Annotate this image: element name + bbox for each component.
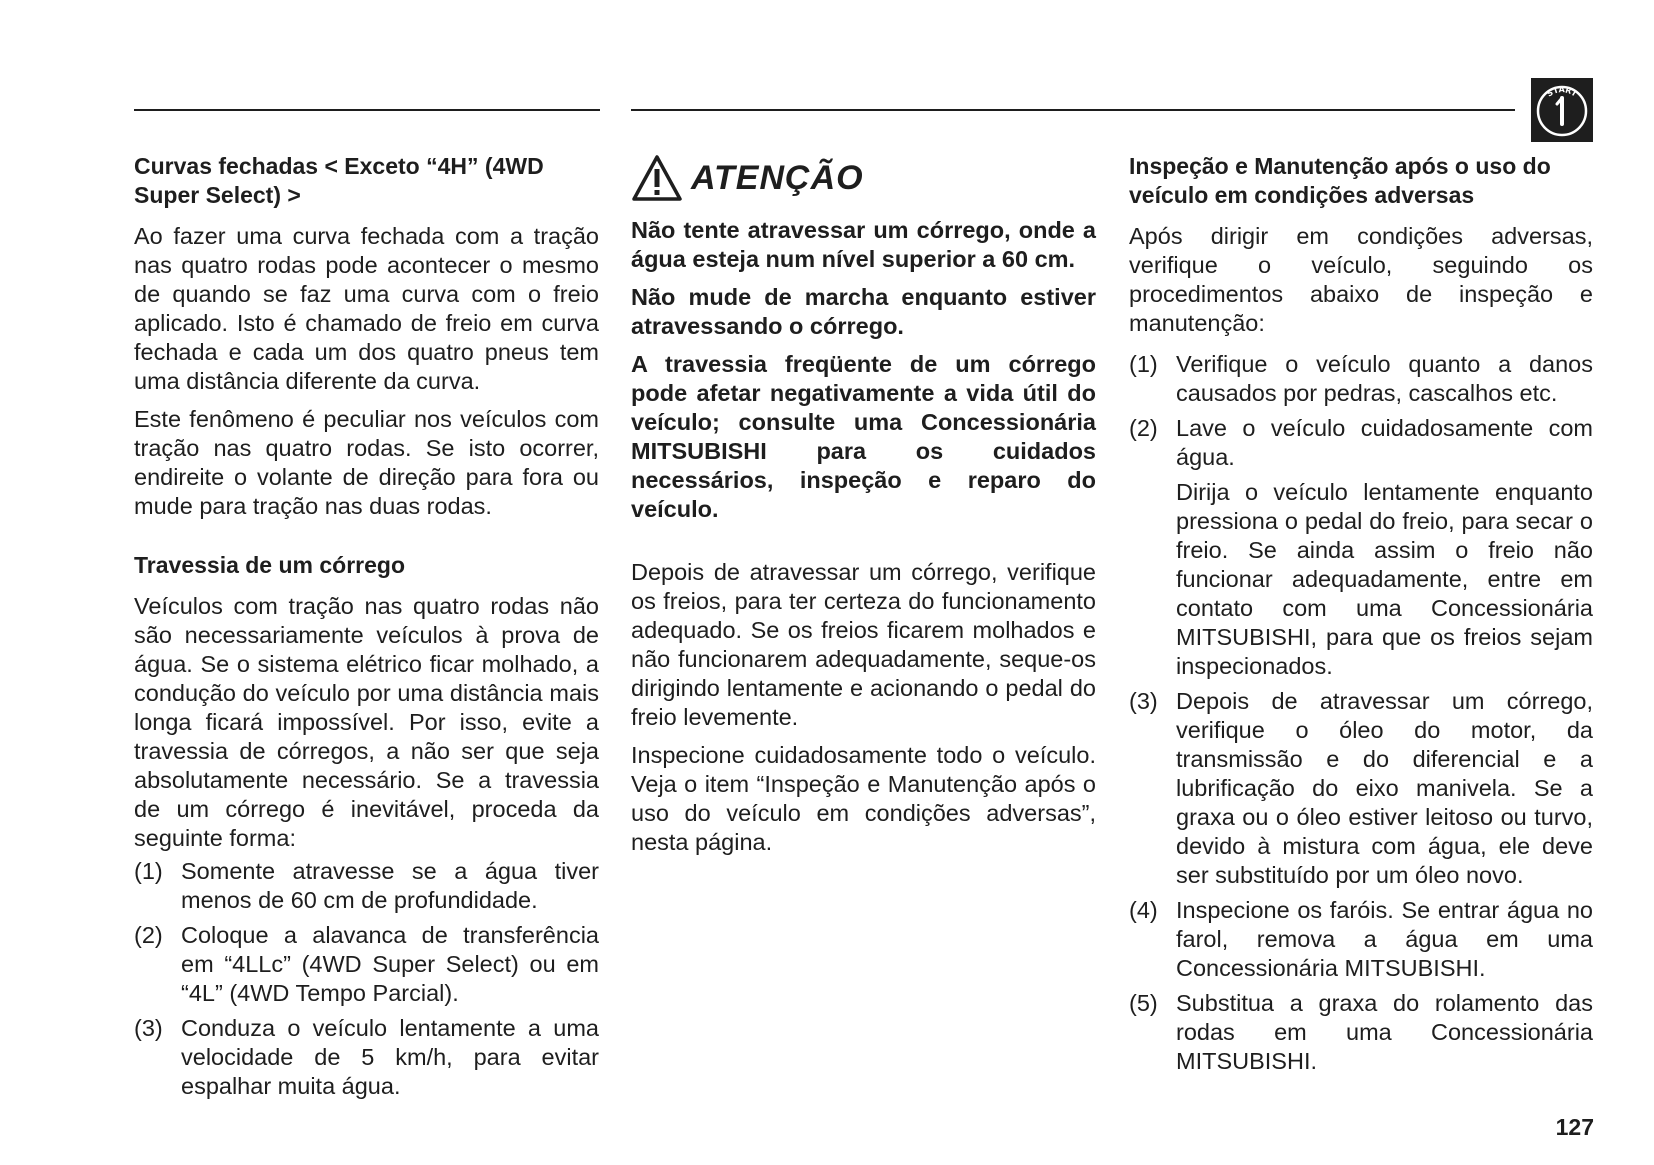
warning-paragraph: Não mude de marcha enquanto estiver atravessando o córrego.: [631, 284, 1096, 339]
section-title-inspecao: Inspeção e Manutenção após o uso do veículo em condições adversas: [1129, 153, 1551, 208]
warning-paragraph: A travessia freqüente de um córrego pode afetar negativamente a vida útil do veículo; consulte uma Concessionária MITSUBISHI para os cuidados necessários, inspeção e reparo do veículo.: [631, 351, 1096, 522]
item-text: Substitua a graxa do rolamento das rodas em uma Concessionária MITSUBISHI.: [1176, 990, 1593, 1074]
column-right: [1129, 152, 1593, 1082]
column-middle: [631, 152, 1096, 866]
item-number: (2): [1129, 415, 1158, 441]
list-item: [1129, 896, 1593, 983]
item-number: (1): [1129, 351, 1158, 377]
warning-title: ATENÇÃO: [691, 158, 864, 197]
item-body: [1176, 414, 1593, 681]
list-item: [1129, 687, 1593, 890]
item-number: (4): [1129, 897, 1158, 923]
warning-paragraph: Não tente atravessar um córrego, onde a água esteja num nível superior a 60 cm.: [631, 217, 1096, 272]
list-item: [134, 921, 599, 1008]
list-item: [1129, 989, 1593, 1076]
paragraph: Ao fazer uma curva fechada com a tração nas quatro rodas pode acontecer o mesmo de quando se faz uma curva com o freio aplicado. Isto é chamado de freio em curva fechada e cada um dos quatro pneus tem uma distância diferente da curva.: [134, 223, 599, 394]
item-text: Inspecione os faróis. Se entrar água no farol, remova a água em uma Concessionária MITSUBISHI.: [1176, 897, 1593, 981]
column-left: [134, 152, 599, 1107]
section-title-curvas: Curvas fechadas < Exceto “4H” (4WD Super Select) >: [134, 153, 544, 208]
item-number: (3): [134, 1015, 163, 1041]
list-item: [1129, 350, 1593, 408]
warning-header: [631, 154, 1096, 202]
item-text: Verifique o veículo quanto a danos causados por pedras, cascalhos etc.: [1176, 351, 1593, 406]
badge-text: START: [1545, 85, 1579, 99]
paragraph: Após dirigir em condições adversas, verifique o veículo, seguindo os procedimentos abaixo de inspeção e manutenção:: [1129, 223, 1593, 336]
paragraph: Depois de atravessar um córrego, verifique os freios, para ter certeza do funcionamento adequado. Se os freios ficarem molhados e não funcionarem adequadamente, seque-os dirigindo lentamente e acionando o pedal do freio levemente.: [631, 559, 1096, 730]
item-text: Conduza o veículo lentamente a uma velocidade de 5 km/h, para evitar espalhar muita água.: [181, 1015, 599, 1099]
item-text: Coloque a alavanca de transferência em “4LLc” (4WD Super Select) ou em “4L” (4WD Tempo Parcial).: [181, 922, 599, 1006]
item-extra-text: Dirija o veículo lentamente enquanto pressiona o pedal do freio, para secar o freio. Se ainda assim o freio não funcionar adequadamente, entre em contato com uma Concessionária MITSUBISHI, para que os freios sejam inspecionados.: [1176, 479, 1593, 679]
item-number: (3): [1129, 688, 1158, 714]
start-key-icon: [1531, 78, 1593, 142]
warning-box: [631, 154, 1096, 524]
paragraph: Veículos com tração nas quatro rodas não são necessariamente veículos à prova de água. Se o sistema elétrico ficar molhado, a condução do veículo por uma distância mais longa ficará impossível. Por isso, evite a travessia de córregos, a não ser que seja absolutamente necessário. Se a travessia de um córrego é inevitável, proceda da seguinte forma:: [134, 593, 599, 851]
paragraph: Inspecione cuidadosamente todo o veículo. Veja o item “Inspeção e Manutenção após o uso do veículo em condições adversas”, nesta página.: [631, 742, 1096, 855]
item-number: (1): [134, 858, 163, 884]
list-item: [134, 857, 599, 915]
header-rule-left: [134, 109, 600, 111]
item-text: Somente atravesse se a água tiver menos de 60 cm de profundidade.: [181, 858, 599, 913]
warning-triangle-icon: [631, 154, 683, 202]
start-badge: [1531, 78, 1593, 142]
section-title-travessia: Travessia de um córrego: [134, 552, 406, 578]
list-item: [1129, 414, 1593, 681]
page-number: 127: [1555, 1114, 1594, 1140]
item-number: (2): [134, 922, 163, 948]
item-text: Depois de atravessar um córrego, verifique o óleo do motor, da transmissão e do diferencial e a lubrificação do eixo manivela. Se a graxa ou o óleo estiver leitoso ou turvo, devido à mistura com água, ele deve ser substituído por um óleo novo.: [1176, 688, 1593, 888]
steps-list: [134, 857, 599, 1101]
inspection-list: [1129, 350, 1593, 1076]
item-text: Lave o veículo cuidadosamente com água.: [1176, 415, 1593, 470]
list-item: [134, 1014, 599, 1101]
item-number: (5): [1129, 990, 1158, 1016]
paragraph: Este fenômeno é peculiar nos veículos com tração nas quatro rodas. Se isto ocorrer, endireite o volante de direção para fora ou mude para tração nas duas rodas.: [134, 406, 599, 519]
header-rule-right: [631, 109, 1515, 111]
